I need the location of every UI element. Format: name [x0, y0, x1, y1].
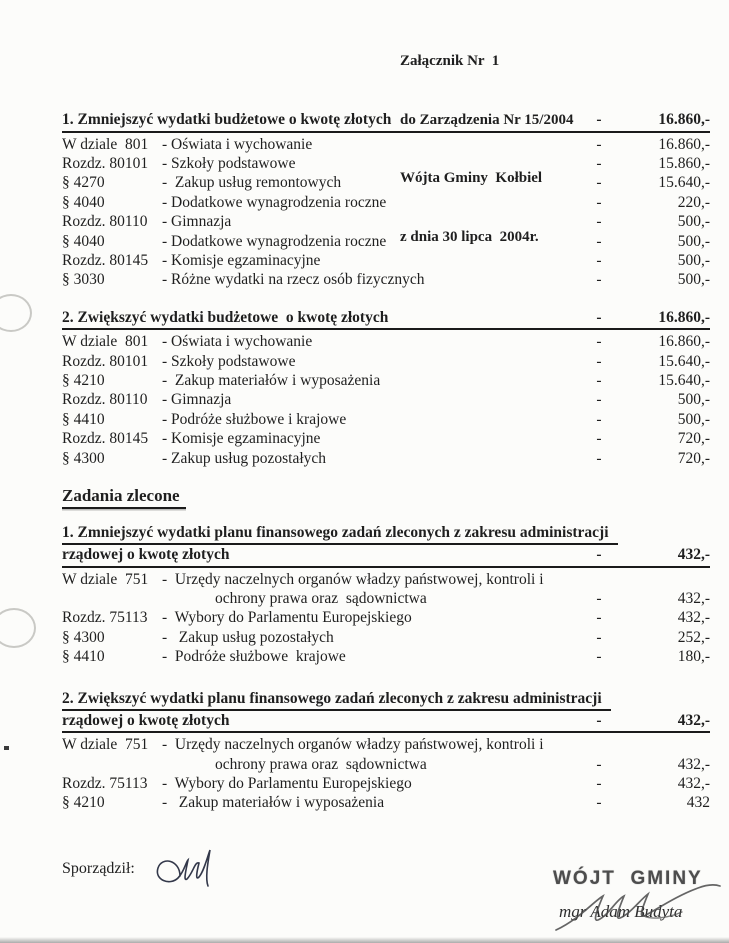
table-row: [62, 154, 710, 173]
row-desc: - Podróże służbowe i krajowe: [162, 410, 347, 428]
row-desc: - Podróże służbowe krajowe: [162, 648, 346, 666]
section-amount: 432,-: [677, 546, 710, 564]
row-amount: 432: [686, 794, 710, 812]
section-amount: 16.860,-: [658, 111, 710, 128]
table-row: [62, 352, 710, 371]
table-row: [62, 628, 710, 647]
row-dash: -: [596, 232, 602, 250]
row-desc: - Zakup usług pozostałych: [162, 628, 334, 646]
row-dash: -: [596, 590, 602, 607]
table-row: [62, 232, 710, 251]
row-desc: - Różne wydatki na rzecz osób fizycznych: [162, 271, 425, 289]
row-desc-continued: ochrony prawa oraz sądownictwa: [215, 755, 427, 773]
row-amount: 500,-: [677, 251, 710, 269]
row-dash: -: [596, 135, 602, 153]
row-amount: 15.640,-: [658, 174, 710, 192]
row-code: W dziale 801: [62, 135, 149, 153]
row-desc: - Urzędy naczelnych organów władzy państwowej, kontroli i: [162, 736, 544, 754]
row-dash: -: [596, 430, 602, 448]
prepared-by-label: Sporządził:: [62, 860, 135, 877]
row-amount: 16.860,-: [658, 135, 710, 153]
row-code: Rozdz. 80101: [62, 154, 149, 172]
row-code: Rozdz. 80110: [62, 213, 148, 231]
row-desc: - Dodatkowe wynagrodzenia roczne: [162, 193, 387, 211]
section-dash: -: [596, 546, 602, 564]
stamp-name: mgr Adam Budyta: [559, 902, 683, 921]
z-section-title-line1: [62, 689, 710, 711]
row-desc: - Oświata i wychowanie: [162, 333, 313, 351]
row-amount: 500,-: [677, 232, 710, 250]
row-desc: - Gimnazja: [162, 213, 232, 231]
row-dash: -: [596, 774, 602, 792]
row-code: W dziale 751: [62, 736, 149, 754]
table-row: [62, 212, 710, 231]
table-row: [62, 774, 710, 793]
row-desc: - Dodatkowe wynagrodzenia roczne: [162, 232, 387, 250]
row-code: Rozdz. 80110: [62, 391, 148, 409]
row-dash: -: [596, 174, 602, 192]
table-row: [62, 410, 710, 429]
row-dash: -: [596, 154, 602, 172]
row-code: § 4410: [62, 410, 105, 428]
row-dash: -: [596, 794, 602, 812]
doc-header-line: do Zarządzenia Nr 15/2004: [400, 111, 574, 128]
row-dash: -: [596, 410, 602, 428]
section-dash: -: [596, 711, 602, 729]
row-dash: -: [596, 628, 602, 646]
doc-header-line: z dnia 30 lipca 2004r.: [400, 228, 539, 245]
table-row: [62, 390, 710, 409]
row-code: § 4410: [62, 648, 105, 666]
table-row: [62, 371, 710, 390]
z-section-title-text: 1. Zmniejszyć wydatki planu finansowego zadań zleconych z zakresu administracji: [62, 523, 618, 545]
section-header: [62, 308, 710, 331]
z-section-header: [62, 711, 710, 734]
row-dash: -: [596, 213, 602, 231]
section-amount: 432,-: [677, 711, 710, 729]
table-row-continuation: [62, 589, 710, 608]
table-row: [62, 135, 710, 154]
z-section-header: [62, 545, 710, 568]
row-amount: 432,-: [677, 755, 710, 773]
row-desc-continued: ochrony prawa oraz sądownictwa: [215, 590, 427, 607]
zadania-zlecone-heading-text: Zadania zlecone: [62, 486, 186, 509]
table-row: [62, 793, 710, 812]
stamp-title: WÓJT GMINY: [553, 868, 703, 889]
table-row: [62, 647, 710, 666]
row-amount: 720,-: [677, 449, 710, 467]
row-amount: 500,-: [677, 391, 710, 409]
row-amount: 16.860,-: [658, 333, 710, 351]
row-amount: 432,-: [677, 609, 710, 627]
scan-bottom-edge: [0, 937, 729, 943]
row-desc: - Szkoły podstawowe: [162, 154, 296, 172]
row-amount: 15.640,-: [658, 352, 710, 370]
table-row-continuation: [62, 755, 710, 774]
row-amount: 432,-: [677, 774, 710, 792]
row-code: W dziale 801: [62, 333, 149, 351]
row-amount: 432,-: [677, 590, 710, 607]
row-desc: - Gimnazja: [162, 391, 232, 409]
rows-container: [62, 570, 710, 667]
row-dash: -: [596, 251, 602, 269]
row-code: W dziale 751: [62, 570, 149, 588]
table-row: [62, 193, 710, 212]
doc-header-line: Załącznik Nr 1: [400, 53, 500, 69]
row-dash: -: [596, 333, 602, 351]
z-section-title-line2: rządowej o kwotę złotych: [62, 546, 230, 564]
rows-container: [62, 332, 710, 468]
section-title: 1. Zmniejszyć wydatki budżetowe o kwotę złotych: [62, 111, 392, 128]
section-amount: 16.860,-: [658, 308, 710, 326]
row-dash: -: [596, 193, 602, 211]
handwritten-signature-small: [150, 846, 230, 898]
section-header: [62, 110, 710, 133]
row-amount: 500,-: [677, 410, 710, 428]
section-dash: -: [596, 308, 602, 326]
row-code: Rozdz. 80145: [62, 430, 149, 448]
row-code: § 4270: [62, 174, 105, 192]
row-code: § 4300: [62, 628, 105, 646]
row-amount: 180,-: [677, 648, 710, 666]
row-desc: - Szkoły podstawowe: [162, 352, 296, 370]
row-amount: 15.860,-: [658, 154, 710, 172]
row-amount: 500,-: [677, 271, 710, 289]
row-amount: 15.640,-: [658, 372, 710, 390]
rows-container: [62, 735, 710, 813]
row-code: § 4210: [62, 794, 105, 812]
row-dash: -: [596, 449, 602, 467]
row-dash: -: [596, 391, 602, 409]
budget-section-1: [62, 110, 710, 290]
row-code: § 4210: [62, 372, 105, 390]
table-row: [62, 173, 710, 192]
row-code: § 3030: [62, 271, 105, 289]
row-code: § 4040: [62, 193, 105, 211]
z-section-title-text: 2. Zwiększyć wydatki planu finansowego zadań zleconych z zakresu administracji: [62, 689, 611, 711]
row-desc: - Wybory do Parlamentu Europejskiego: [162, 774, 412, 792]
table-row: [62, 608, 710, 627]
row-code: Rozdz. 75113: [62, 609, 148, 627]
row-desc: - Zakup materiałów i wyposażenia: [162, 794, 385, 812]
row-code: Rozdz. 75113: [62, 774, 148, 792]
row-dash: -: [596, 271, 602, 289]
table-row: [62, 570, 710, 589]
section-dash: -: [596, 111, 602, 128]
z-section-title-line2: rządowej o kwotę złotych: [62, 711, 230, 729]
scan-artifact-circle: [0, 608, 36, 648]
handwritten-signature-stamp: [548, 872, 728, 936]
row-amount: 720,-: [677, 430, 710, 448]
row-dash: -: [596, 755, 602, 773]
doc-header-line: Wójta Gminy Kołbiel: [400, 170, 543, 186]
section-title: 2. Zwiększyć wydatki budżetowe o kwotę złotych: [62, 308, 389, 326]
row-dash: -: [596, 648, 602, 666]
table-row: [62, 332, 710, 351]
zadania-section-2: [62, 689, 710, 813]
row-dash: -: [596, 609, 602, 627]
scan-artifact-dot: [4, 746, 9, 750]
budget-section-2: [62, 308, 710, 468]
row-desc: - Zakup materiałów i wyposażenia: [162, 372, 381, 390]
row-desc: - Komisje egzaminacyjne: [162, 251, 321, 269]
table-row: [62, 735, 710, 754]
table-row: [62, 251, 710, 270]
row-dash: -: [596, 352, 602, 370]
row-amount: 500,-: [677, 213, 710, 231]
row-desc: - Zakup usług pozostałych: [162, 449, 327, 467]
scan-artifact-circle: [0, 294, 32, 332]
zadania-zlecone-heading: [62, 486, 710, 509]
z-section-title-line1: [62, 523, 710, 545]
row-dash: -: [596, 372, 602, 390]
row-code: § 4300: [62, 449, 105, 467]
row-code: § 4040: [62, 232, 105, 250]
row-amount: 220,-: [677, 193, 710, 211]
row-desc: - Oświata i wychowanie: [162, 135, 313, 153]
row-desc: - Wybory do Parlamentu Europejskiego: [162, 609, 412, 627]
document-body: [62, 110, 710, 813]
zadania-section-1: [62, 523, 710, 667]
row-desc: - Zakup usług remontowych: [162, 174, 342, 192]
table-row: [62, 449, 710, 468]
table-row: [62, 270, 710, 289]
table-row: [62, 429, 710, 448]
row-code: Rozdz. 80101: [62, 352, 149, 370]
row-desc: - Urzędy naczelnych organów władzy państwowej, kontroli i: [162, 570, 544, 588]
rows-container: [62, 135, 710, 290]
row-desc: - Komisje egzaminacyjne: [162, 430, 321, 448]
row-amount: 252,-: [677, 628, 710, 646]
row-code: Rozdz. 80145: [62, 251, 149, 269]
